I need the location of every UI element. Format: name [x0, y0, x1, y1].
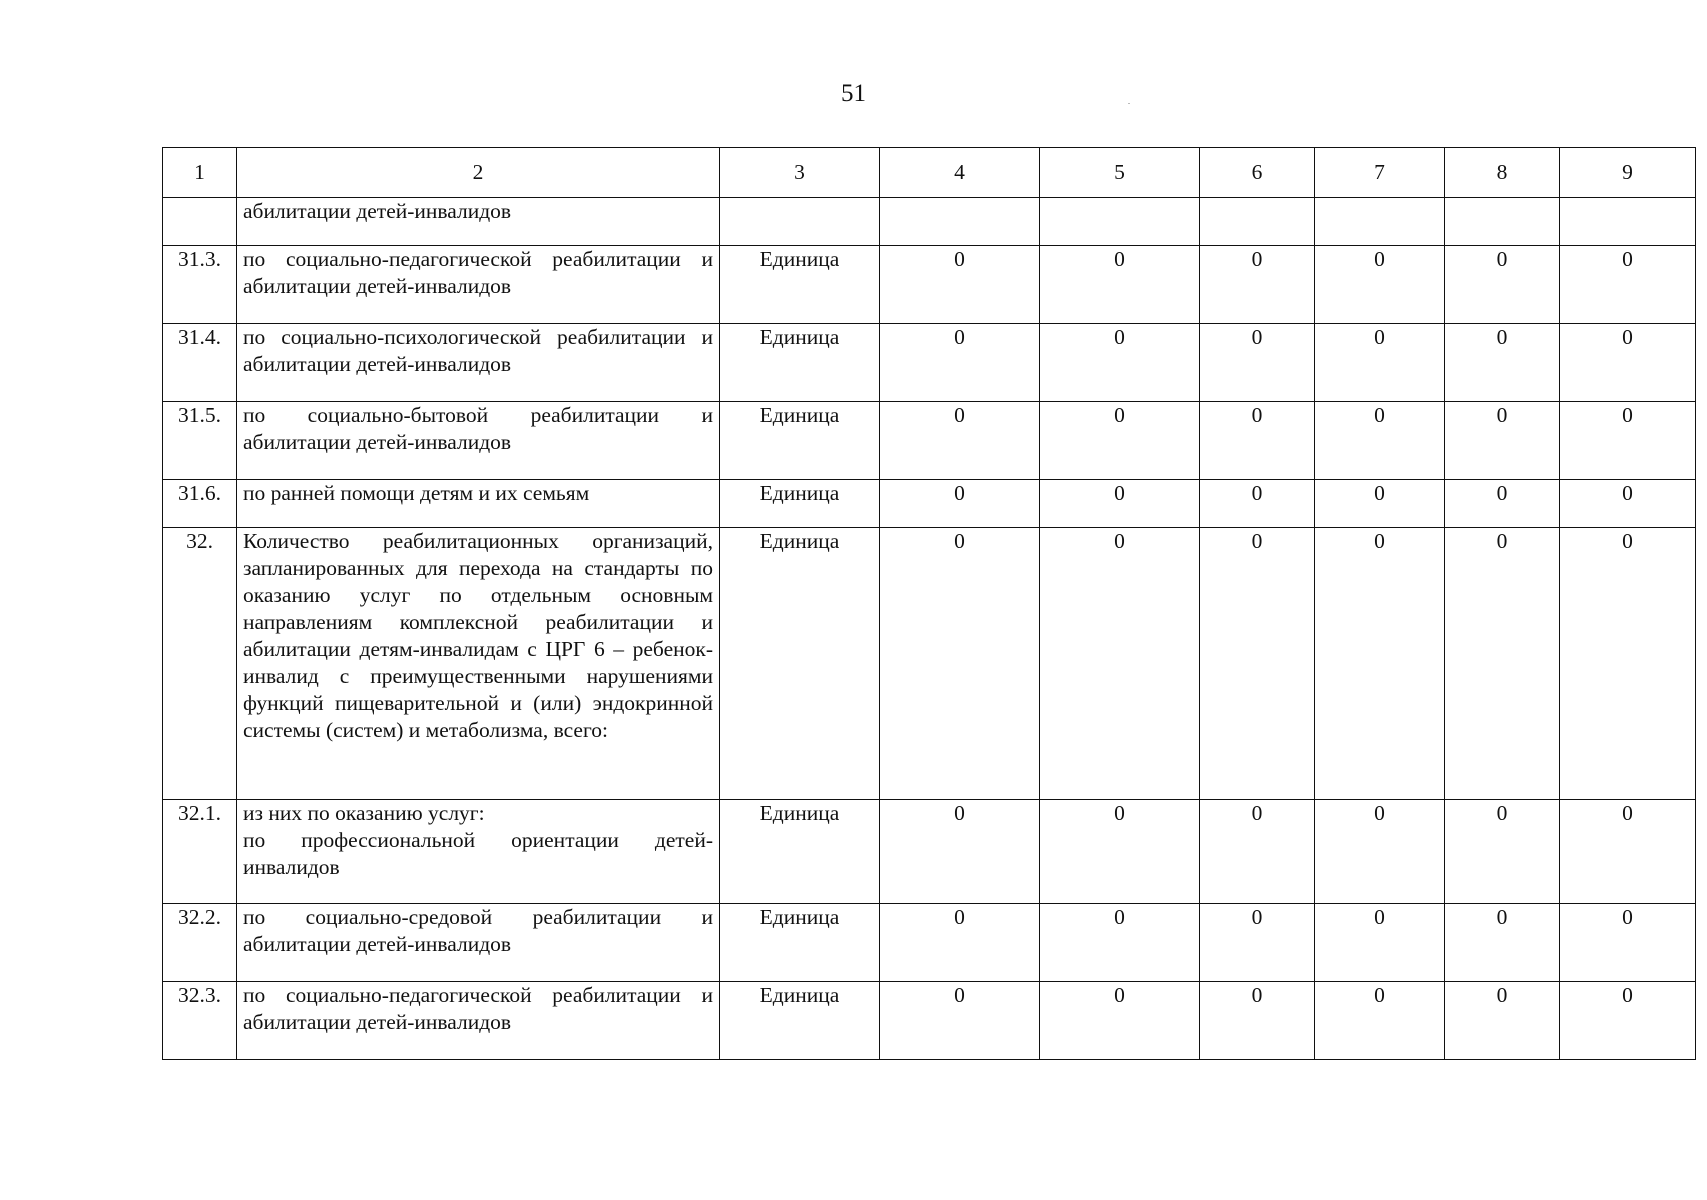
- row-value-col7: 0: [1315, 480, 1445, 528]
- row-unit: Единица: [720, 324, 880, 402]
- row-value-col9: 0: [1560, 528, 1696, 800]
- table-row: [163, 402, 1696, 480]
- row-unit: [720, 198, 880, 246]
- table-row: [163, 480, 1696, 528]
- row-value-col5: 0: [1040, 528, 1200, 800]
- row-value-col8: 0: [1445, 324, 1560, 402]
- table-row: [163, 528, 1696, 800]
- row-number: [163, 198, 237, 246]
- row-value-col5: 0: [1040, 480, 1200, 528]
- row-name: [237, 800, 720, 904]
- row-value-col7: 0: [1315, 246, 1445, 324]
- row-name: по ранней помощи детям и их семьям: [237, 480, 720, 528]
- row-number: 31.6.: [163, 480, 237, 528]
- row-value-col9: 0: [1560, 982, 1696, 1060]
- row-value-col4: 0: [880, 800, 1040, 904]
- row-value-col6: 0: [1200, 982, 1315, 1060]
- row-value-col5: 0: [1040, 800, 1200, 904]
- row-name: абилитации детей-инвалидов: [237, 198, 720, 246]
- row-unit: Единица: [720, 402, 880, 480]
- row-number: 32.2.: [163, 904, 237, 982]
- row-value-col7: [1315, 198, 1445, 246]
- row-value-col6: 0: [1200, 246, 1315, 324]
- row-value-col4: 0: [880, 324, 1040, 402]
- row-name: по социально-бытовой реабилитации и абилитации детей-инвалидов: [237, 402, 720, 480]
- scan-speck: [1128, 103, 1130, 104]
- table-row: [163, 246, 1696, 324]
- row-number: 32.3.: [163, 982, 237, 1060]
- header-cell-4: 4: [880, 148, 1040, 198]
- row-unit: Единица: [720, 982, 880, 1060]
- row-name-intro: из них по оказанию услуг:: [243, 801, 485, 825]
- header-cell-9: 9: [1560, 148, 1696, 198]
- row-value-col5: 0: [1040, 982, 1200, 1060]
- row-value-col8: 0: [1445, 480, 1560, 528]
- row-value-col5: 0: [1040, 904, 1200, 982]
- row-value-col8: 0: [1445, 800, 1560, 904]
- row-value-col9: 0: [1560, 800, 1696, 904]
- row-value-col5: 0: [1040, 402, 1200, 480]
- row-value-col6: [1200, 198, 1315, 246]
- table-row: [163, 324, 1696, 402]
- row-value-col4: 0: [880, 528, 1040, 800]
- row-name: по социально-педагогической реабилитации и абилитации детей-инвалидов: [237, 246, 720, 324]
- row-value-col8: 0: [1445, 982, 1560, 1060]
- row-value-col4: 0: [880, 982, 1040, 1060]
- row-number: 31.3.: [163, 246, 237, 324]
- row-value-col6: 0: [1200, 800, 1315, 904]
- row-value-col7: 0: [1315, 324, 1445, 402]
- row-value-col4: 0: [880, 480, 1040, 528]
- header-cell-3: 3: [720, 148, 880, 198]
- row-unit: Единица: [720, 246, 880, 324]
- row-value-col6: 0: [1200, 904, 1315, 982]
- row-unit: Единица: [720, 528, 880, 800]
- row-value-col8: 0: [1445, 904, 1560, 982]
- header-cell-2: 2: [237, 148, 720, 198]
- table-row: [163, 904, 1696, 982]
- table-row: [163, 800, 1696, 904]
- table-row: [163, 198, 1696, 246]
- row-value-col5: 0: [1040, 324, 1200, 402]
- row-name: Количество реабилитационных организаций, запланированных для перехода на стандарты по оказанию услуг по отдельным основным направлениям комплексной реабилитации и абилитации детям-инвалидам с ЦРГ 6 – ребенок-инвалид с преимущественными нарушениями функций пищеварительной и (или) эндокринной системы (систем) и метаболизма, всего:: [237, 528, 720, 800]
- row-value-col6: 0: [1200, 324, 1315, 402]
- row-value-col8: 0: [1445, 402, 1560, 480]
- row-value-col9: 0: [1560, 402, 1696, 480]
- row-name: по социально-педагогической реабилитации и абилитации детей-инвалидов: [237, 982, 720, 1060]
- row-value-col7: 0: [1315, 982, 1445, 1060]
- header-row: [163, 148, 1696, 198]
- row-number: 31.4.: [163, 324, 237, 402]
- row-value-col4: 0: [880, 246, 1040, 324]
- header-cell-8: 8: [1445, 148, 1560, 198]
- header-cell-7: 7: [1315, 148, 1445, 198]
- row-value-col8: 0: [1445, 246, 1560, 324]
- row-value-col4: 0: [880, 904, 1040, 982]
- row-value-col5: 0: [1040, 246, 1200, 324]
- row-unit: Единица: [720, 480, 880, 528]
- header-cell-1: 1: [163, 148, 237, 198]
- row-value-col9: [1560, 198, 1696, 246]
- table-row: [163, 982, 1696, 1060]
- row-value-col7: 0: [1315, 800, 1445, 904]
- row-number: 32.: [163, 528, 237, 800]
- row-value-col4: 0: [880, 402, 1040, 480]
- row-name: по социально-средовой реабилитации и абилитации детей-инвалидов: [237, 904, 720, 982]
- page-number: 51: [841, 80, 866, 107]
- row-value-col7: 0: [1315, 904, 1445, 982]
- row-value-col6: 0: [1200, 480, 1315, 528]
- row-number: 31.5.: [163, 402, 237, 480]
- row-value-col9: 0: [1560, 246, 1696, 324]
- row-value-col9: 0: [1560, 904, 1696, 982]
- row-number: 32.1.: [163, 800, 237, 904]
- header-cell-6: 6: [1200, 148, 1315, 198]
- row-name: по социально-психологической реабилитации и абилитации детей-инвалидов: [237, 324, 720, 402]
- row-value-col6: 0: [1200, 528, 1315, 800]
- indicators-table: [162, 147, 1696, 1060]
- row-value-col8: [1445, 198, 1560, 246]
- row-name-detail: по профессиональной ориентации детей-инвалидов: [243, 828, 713, 879]
- row-value-col7: 0: [1315, 402, 1445, 480]
- row-value-col9: 0: [1560, 480, 1696, 528]
- row-unit: Единица: [720, 904, 880, 982]
- row-value-col7: 0: [1315, 528, 1445, 800]
- row-value-col9: 0: [1560, 324, 1696, 402]
- row-value-col4: [880, 198, 1040, 246]
- row-value-col8: 0: [1445, 528, 1560, 800]
- row-value-col6: 0: [1200, 402, 1315, 480]
- row-value-col5: [1040, 198, 1200, 246]
- row-unit: Единица: [720, 800, 880, 904]
- header-cell-5: 5: [1040, 148, 1200, 198]
